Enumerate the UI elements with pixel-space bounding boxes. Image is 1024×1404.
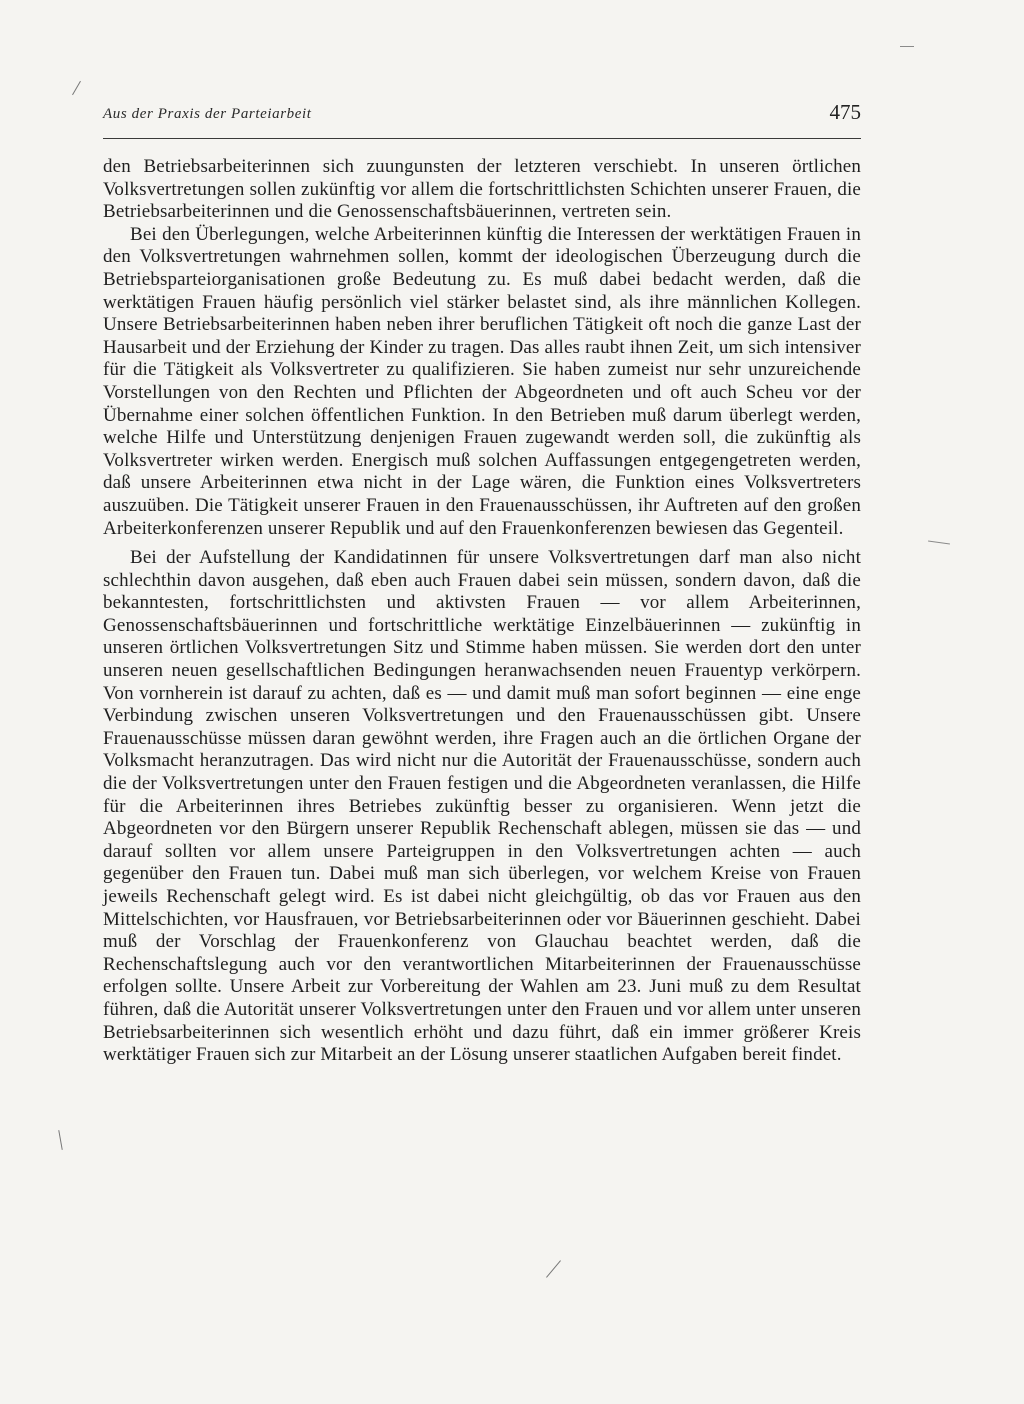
scan-mark bbox=[72, 81, 81, 95]
scan-mark bbox=[928, 540, 950, 544]
running-head: Aus der Praxis der Parteiarbeit bbox=[103, 106, 312, 122]
page-number: 475 bbox=[829, 100, 861, 124]
paragraph-3: Bei der Aufstellung der Kandidatinnen für unsere Volksvertretungen darf man also nicht schlechthin davon ausgehen, daß eben auch Frauen dabei sein müssen, sondern davon, daß die bekanntesten, fortschrittlichsten und aktivsten Frauen — vor allem Arbeiterinnen, Genossenschaftsbäuerinnen und fortschrittliche werktätige Einzelbäuerinnen — zukünftig in unseren örtlichen Volksvertretungen Sitz und Stimme haben müssen. Sie werden dort den unter unseren neuen gesellschaftlichen Bedingungen heranwachsenden neuen Frauentyp verkörpern. Von vornherein ist darauf zu achten, daß es — und damit muß man sofort beginnen — eine enge Verbindung zwischen unseren Volksvertretungen und den Frauenausschüssen gibt. Unsere Frauenausschüsse müssen daran gewöhnt werden, ihre Fragen auch an die örtlichen Organe der Volksmacht heranzutragen. Das wird nicht nur die Autorität der Frauenausschüsse, sondern auch die der Volksvertretungen unter den Frauen festigen und die Abgeordneten veranlassen, die Hilfe für die Arbeiterinnen ihres Betriebes zukünftig besser zu organisieren. Wenn jetzt die Abgeordneten vor den Bürgern unserer Republik Rechenschaft ablegen, müssen sie das — und darauf sollten vor allem unsere Parteigruppen in den Volksvertretungen achten — auch gegenüber den Frauen tun. Dabei muß man sich überlegen, vor welchem Kreise von Frauen jeweils Rechenschaft gelegt wird. Es ist dabei nicht gleichgültig, ob das vor Frauen aus den Mittelschichten, vor Hausfrauen, vor Betriebsarbeiterinnen oder vor Bäuerinnen geschieht. Dabei muß der Vorschlag der Frauenkonferenz von Glauchau beachtet werden, daß die Rechenschaftslegung auch vor den verantwortlichen Mitarbeiterinnen der Frauenausschüsse erfolgen sollte. Unsere Arbeit zur Vorbereitung der Wahlen am 23. Juni muß zu dem Resultat führen, daß die Autorität unserer Volksvertretungen unter den Frauen und vor allem unter unseren Betriebsarbeiterinnen sich wesentlich erhöht und dazu führt, daß ein immer größerer Kreis werktätiger Frauen sich zur Mitarbeit an der Lösung unserer staatlichen Aufgaben bereit findet. bbox=[103, 547, 861, 1066]
paragraph-2: Bei den Überlegungen, welche Arbeiterinnen künftig die Interessen der werktätigen Frauen in den Volksvertretungen wahrnehmen sollen, kommt der ideologischen Überzeugung durch die Betriebsparteiorganisationen große Bedeutung zu. Es muß dabei bedacht werden, daß die werktätigen Frauen häufig persönlich viel stärker belastet sind, als ihre männlichen Kollegen. Unsere Betriebsarbeiterinnen haben neben ihrer beruflichen Tätigkeit oft noch die ganze Last der Hausarbeit und der Erziehung der Kinder zu tragen. Das alles raubt ihnen Zeit, um sich intensiver für die Tätigkeit als Volksvertreter zu qualifizieren. Sie haben zumeist nur sehr unzureichende Vorstellungen von den Rechten und Pflichten der Abgeordneten und oft auch Scheu vor der Übernahme einer solchen öffentlichen Funktion. In den Betrieben muß darum überlegt werden, welche Hilfe und Unterstützung denjenigen Frauen zugewandt werden soll, die zukünftig als Volksvertreter wirken werden. Energisch muß solchen Auffassungen entgegengetreten werden, daß unsere Arbeiterinnen etwa nicht in der Lage wären, die Funktion eines Volksvertreters auszuüben. Die Tätigkeit unserer Frauen in den Frauenausschüssen, ihr Auftreten auf den großen Arbeiterkonferenzen unserer Republik und auf den Frauenkonferenzen bewiesen das Gegenteil. bbox=[103, 223, 861, 539]
page-header bbox=[103, 98, 861, 139]
scan-mark bbox=[900, 46, 914, 47]
scan-mark bbox=[546, 1260, 561, 1277]
paragraph-1: den Betriebsarbeiterinnen sich zuungunsten der letzteren verschiebt. In unseren örtlichen Volksvertretungen sollen zukünftig vor allem die fortschrittlichsten Schichten unserer Frauen, die Betriebsarbeiterinnen und die Genossenschaftsbäuerinnen, vertreten sein. bbox=[103, 156, 861, 223]
scan-mark bbox=[58, 1130, 62, 1150]
body-text bbox=[103, 156, 861, 1067]
